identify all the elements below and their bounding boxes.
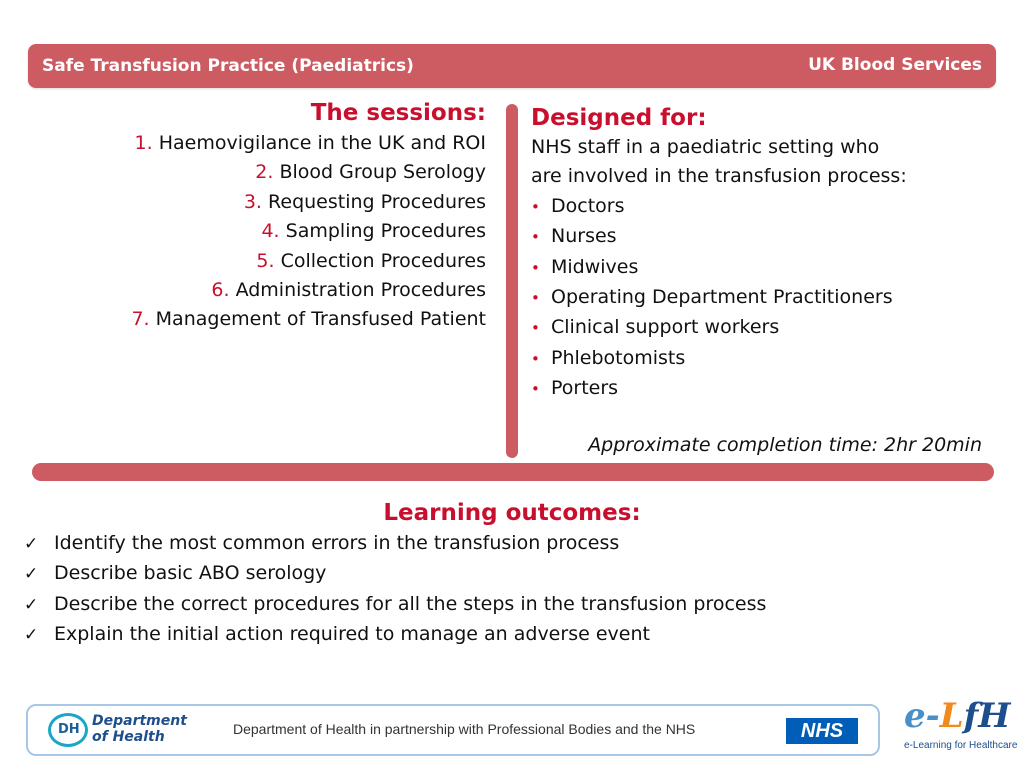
audience-label: Doctors: [551, 194, 625, 217]
session-number: 5.: [256, 249, 275, 272]
bullet-icon: •: [531, 228, 540, 247]
audience-item: [531, 192, 907, 222]
completion-time: Approximate completion time: 2hr 20min: [588, 434, 982, 456]
check-icon: ✓: [24, 594, 39, 615]
outcome-label: Describe basic ABO serology: [54, 562, 327, 585]
session-item: [131, 217, 486, 246]
session-number: 4.: [261, 220, 280, 243]
outcome-label: Explain the initial action required to manage an adverse event: [54, 623, 650, 646]
session-item: [131, 129, 486, 158]
elfh-subtitle: e-Learning for Healthcare: [904, 740, 1018, 751]
audience-label: Midwives: [551, 255, 639, 278]
audience-label: Clinical support workers: [551, 316, 780, 339]
dh-logo-mark: DH: [58, 722, 80, 737]
bullet-icon: •: [531, 258, 540, 277]
session-item: [131, 158, 486, 187]
audience-item: [531, 253, 907, 283]
session-label: Collection Procedures: [280, 249, 486, 272]
session-label: Haemovigilance in the UK and ROI: [158, 132, 486, 154]
session-label: Sampling Procedures: [285, 220, 486, 243]
designed-for-description-line: NHS staff in a paediatric setting who: [531, 136, 880, 158]
sessions-title: The sessions:: [310, 100, 486, 126]
audience-label: Nurses: [551, 225, 617, 248]
designed-for-title: Designed for:: [531, 105, 707, 131]
check-icon: ✓: [24, 564, 39, 585]
check-icon: ✓: [24, 625, 39, 646]
audience-item: [531, 313, 907, 343]
audience-item: [531, 374, 907, 404]
department-of-health-logo: [48, 713, 88, 747]
header-bar: [28, 44, 996, 88]
audience-item: [531, 283, 907, 313]
outcome-label: Describe the correct procedures for all the steps in the transfusion process: [54, 592, 767, 615]
audience-list: [531, 192, 907, 405]
bullet-icon: •: [531, 289, 540, 308]
session-item: [131, 276, 486, 305]
session-number: 3.: [243, 190, 262, 213]
session-item: [131, 247, 486, 276]
audience-item: [531, 222, 907, 252]
elfh-logo-e: e-: [904, 696, 940, 736]
elfh-logo-l: L: [939, 696, 964, 736]
dh-label-line: of Health: [92, 729, 165, 745]
designed-for-section: [531, 103, 907, 405]
learning-outcomes-title: Learning outcomes:: [383, 500, 641, 526]
audience-item: [531, 344, 907, 374]
organisation-name: UK Blood Services: [808, 55, 982, 75]
course-title: Safe Transfusion Practice (Paediatrics): [42, 56, 414, 76]
horizontal-divider: [32, 463, 994, 481]
audience-label: Porters: [551, 377, 619, 400]
outcome-item: [24, 529, 766, 559]
nhs-logo: NHS: [786, 718, 858, 744]
session-number: 7.: [131, 308, 150, 331]
session-item: [131, 188, 486, 217]
outcome-item: [24, 620, 766, 650]
session-number: 2.: [255, 161, 274, 184]
elfh-logo-fh: fH: [963, 696, 1011, 736]
session-label: Blood Group Serology: [279, 161, 486, 184]
bullet-icon: •: [531, 349, 540, 368]
learning-outcomes-list: [24, 529, 766, 651]
session-label: Management of Transfused Patient: [155, 308, 486, 331]
bullet-icon: •: [531, 197, 540, 216]
department-of-health-label: [92, 713, 187, 745]
outcome-label: Identify the most common errors in the transfusion process: [54, 532, 620, 554]
partnership-text: Department of Health in partnership with Professional Bodies and the NHS: [233, 721, 696, 737]
audience-label: Phlebotomists: [551, 346, 686, 369]
audience-label: Operating Department Practitioners: [551, 286, 893, 309]
elfh-logo-mark: [904, 696, 1010, 736]
vertical-divider: [506, 104, 518, 458]
session-number: 1.: [134, 132, 153, 154]
dh-label-line: Department: [92, 713, 187, 729]
sessions-list: [131, 129, 486, 335]
bullet-icon: •: [531, 319, 540, 338]
session-label: Administration Procedures: [235, 279, 486, 302]
outcome-item: [24, 559, 766, 589]
outcome-item: [24, 590, 766, 620]
session-item: [131, 305, 486, 334]
designed-for-description-line: are involved in the transfusion process:: [531, 165, 907, 188]
sessions-section: [131, 100, 486, 335]
session-number: 6.: [211, 279, 230, 302]
elfh-logo: [902, 696, 1018, 760]
check-icon: ✓: [24, 534, 39, 554]
bullet-icon: •: [531, 380, 540, 399]
footer-banner: [26, 704, 880, 756]
session-label: Requesting Procedures: [268, 190, 486, 213]
